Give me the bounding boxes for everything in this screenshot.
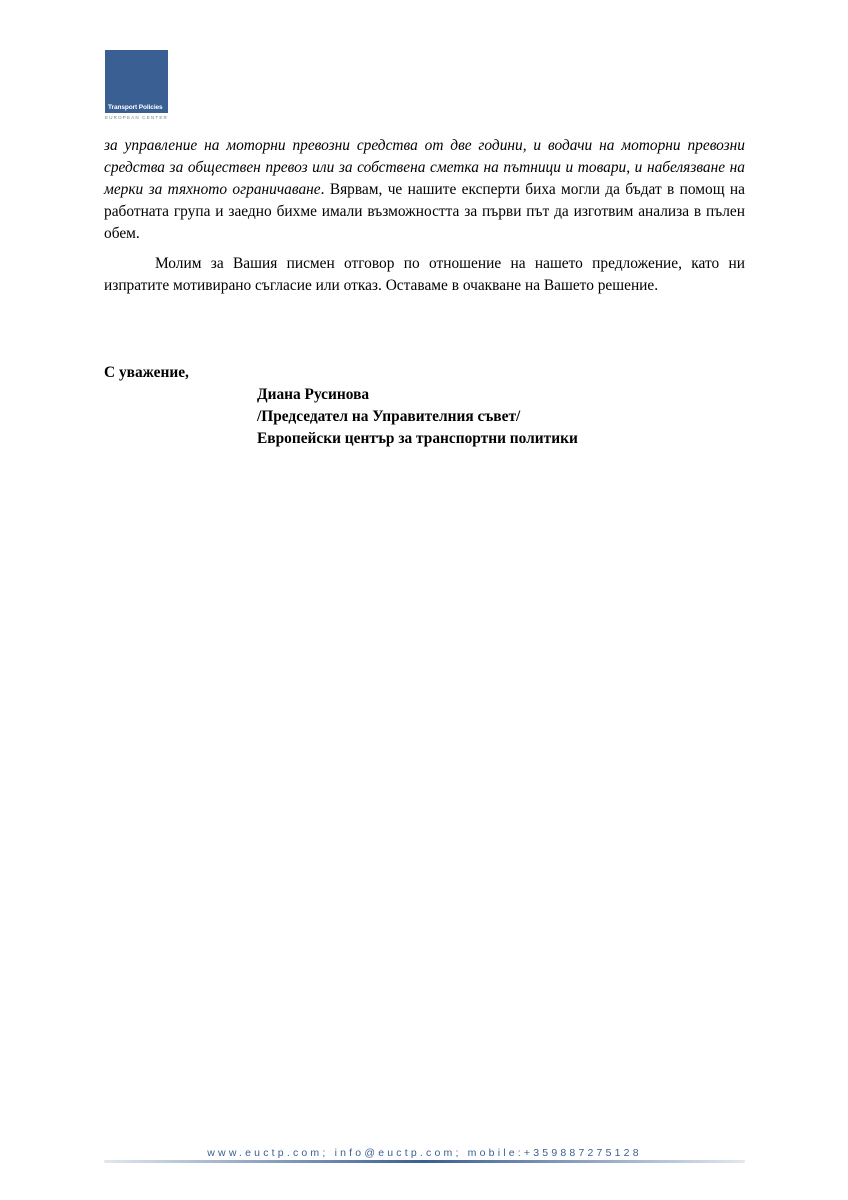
footer-contacts: www.euctp.com; info@euctp.com; mobile:+359887275128 — [207, 1147, 642, 1159]
paragraph-1 — [104, 135, 745, 245]
signatory-title: /Председател на Управителния съвет/ — [257, 408, 521, 425]
footer-divider — [104, 1160, 745, 1163]
paragraph-2: Молим за Вашия писмен отговор по отношение на нашето предложение, като ни изпратите мотивирано съгласие или отказ. Оставаме в очакване на Вашето решение. — [104, 255, 745, 294]
signature-block — [257, 384, 578, 450]
closing-salutation: С уважение, — [104, 364, 189, 381]
organization-logo — [105, 50, 168, 113]
paragraph-1-text: . Вярвам, че нашите експерти биха могли да бъдат в помощ на работната група и заедно бихме имали възможността за първи път да изготвим анализа в пълен обем. — [104, 181, 745, 242]
signatory-organization: Европейски център за транспортни политики — [257, 430, 578, 447]
letter-body — [104, 135, 745, 297]
signatory-name: Диана Русинова — [257, 386, 370, 403]
logo-subtitle: EUROPEAN CENTER — [105, 115, 169, 120]
logo-title: Transport Policies — [108, 104, 163, 111]
paragraph-1-italic: за управление на моторни превозни средства от две години, и водачи на моторни превозни средства за обществен превоз или за собствена сметка на пътници и товари, и набелязване на мерки за тяхното ограничаване — [104, 137, 745, 198]
